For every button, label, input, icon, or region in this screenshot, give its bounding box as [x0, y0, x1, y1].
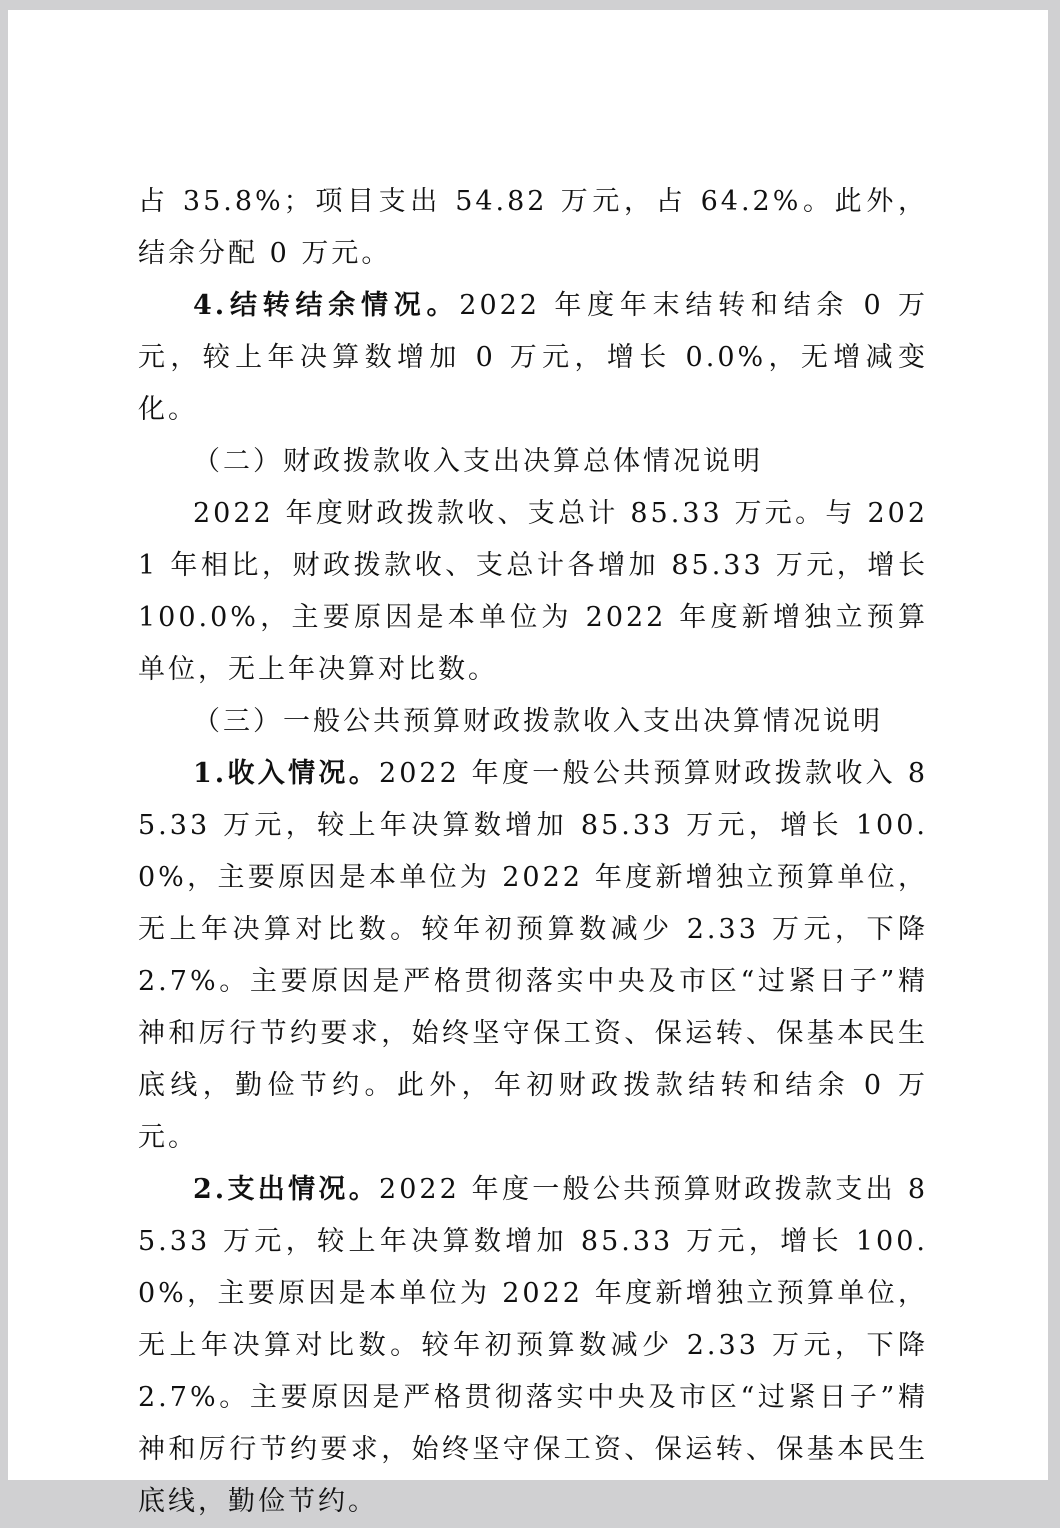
- paragraph-text: 2022 年度一般公共预算财政拨款收入 85.33 万元，较上年决算数增加 85.33 万元，增长 100.0%，主要原因是本单位为 2022 年度新增独立预算单位，无上年决算对比数。较年初预算数减少 2.33 万元，下降 2.7%。主要原因是严格贯彻落实中央及市区“过紧日子”精神和厉行节约要求，始终坚守保工资、保运转、保基本民生底线，勤俭节约。此外，年初财政拨款结转和结余 0 万元。: [138, 758, 928, 1153]
- section-heading-2: [138, 436, 928, 488]
- paragraph-lead: 2.支出情况。: [193, 1174, 380, 1205]
- paragraph-lead: 1.收入情况。: [193, 758, 380, 789]
- document-page: [8, 10, 1048, 1517]
- paragraph-fiscal-total: [138, 488, 928, 696]
- paragraph-text: 2022 年度财政拨款收、支总计 85.33 万元。与 2021 年相比，财政拨款收、支总计各增加 85.33 万元，增长 100.0%，主要原因是本单位为 2022 年度新增独立预算单位，无上年决算对比数。: [138, 498, 928, 685]
- paragraph-text: 2022 年度年末结转和结余 0 万元，较上年决算数增加 0 万元，增长 0.0%，无增减变化。: [138, 290, 929, 425]
- section-heading-3: [138, 696, 928, 748]
- paragraph-carryover: [138, 280, 928, 436]
- heading-text: （三）一般公共预算财政拨款收入支出决算情况说明: [193, 706, 883, 737]
- paragraph-text: 占 35.8%；项目支出 54.82 万元，占 64.2%。此外，结余分配 0 万元。: [138, 186, 928, 269]
- paragraph-lead: 4.结转结余情况。: [193, 290, 460, 321]
- document-body: [138, 176, 928, 1528]
- paragraph-expenditure: [138, 1164, 928, 1528]
- heading-text: （二）财政拨款收入支出决算总体情况说明: [193, 446, 763, 477]
- paragraph-continuation: [138, 176, 928, 280]
- paragraph-text: 2022 年度一般公共预算财政拨款支出 85.33 万元，较上年决算数增加 85.33 万元，增长 100.0%，主要原因是本单位为 2022 年度新增独立预算单位，无上年决算对比数。较年初预算数减少 2.33 万元，下降 2.7%。主要原因是严格贯彻落实中央及市区“过紧日子”精神和厉行节约要求，始终坚守保工资、保运转、保基本民生底线，勤俭节约。: [138, 1174, 928, 1517]
- paragraph-income: [138, 748, 928, 1164]
